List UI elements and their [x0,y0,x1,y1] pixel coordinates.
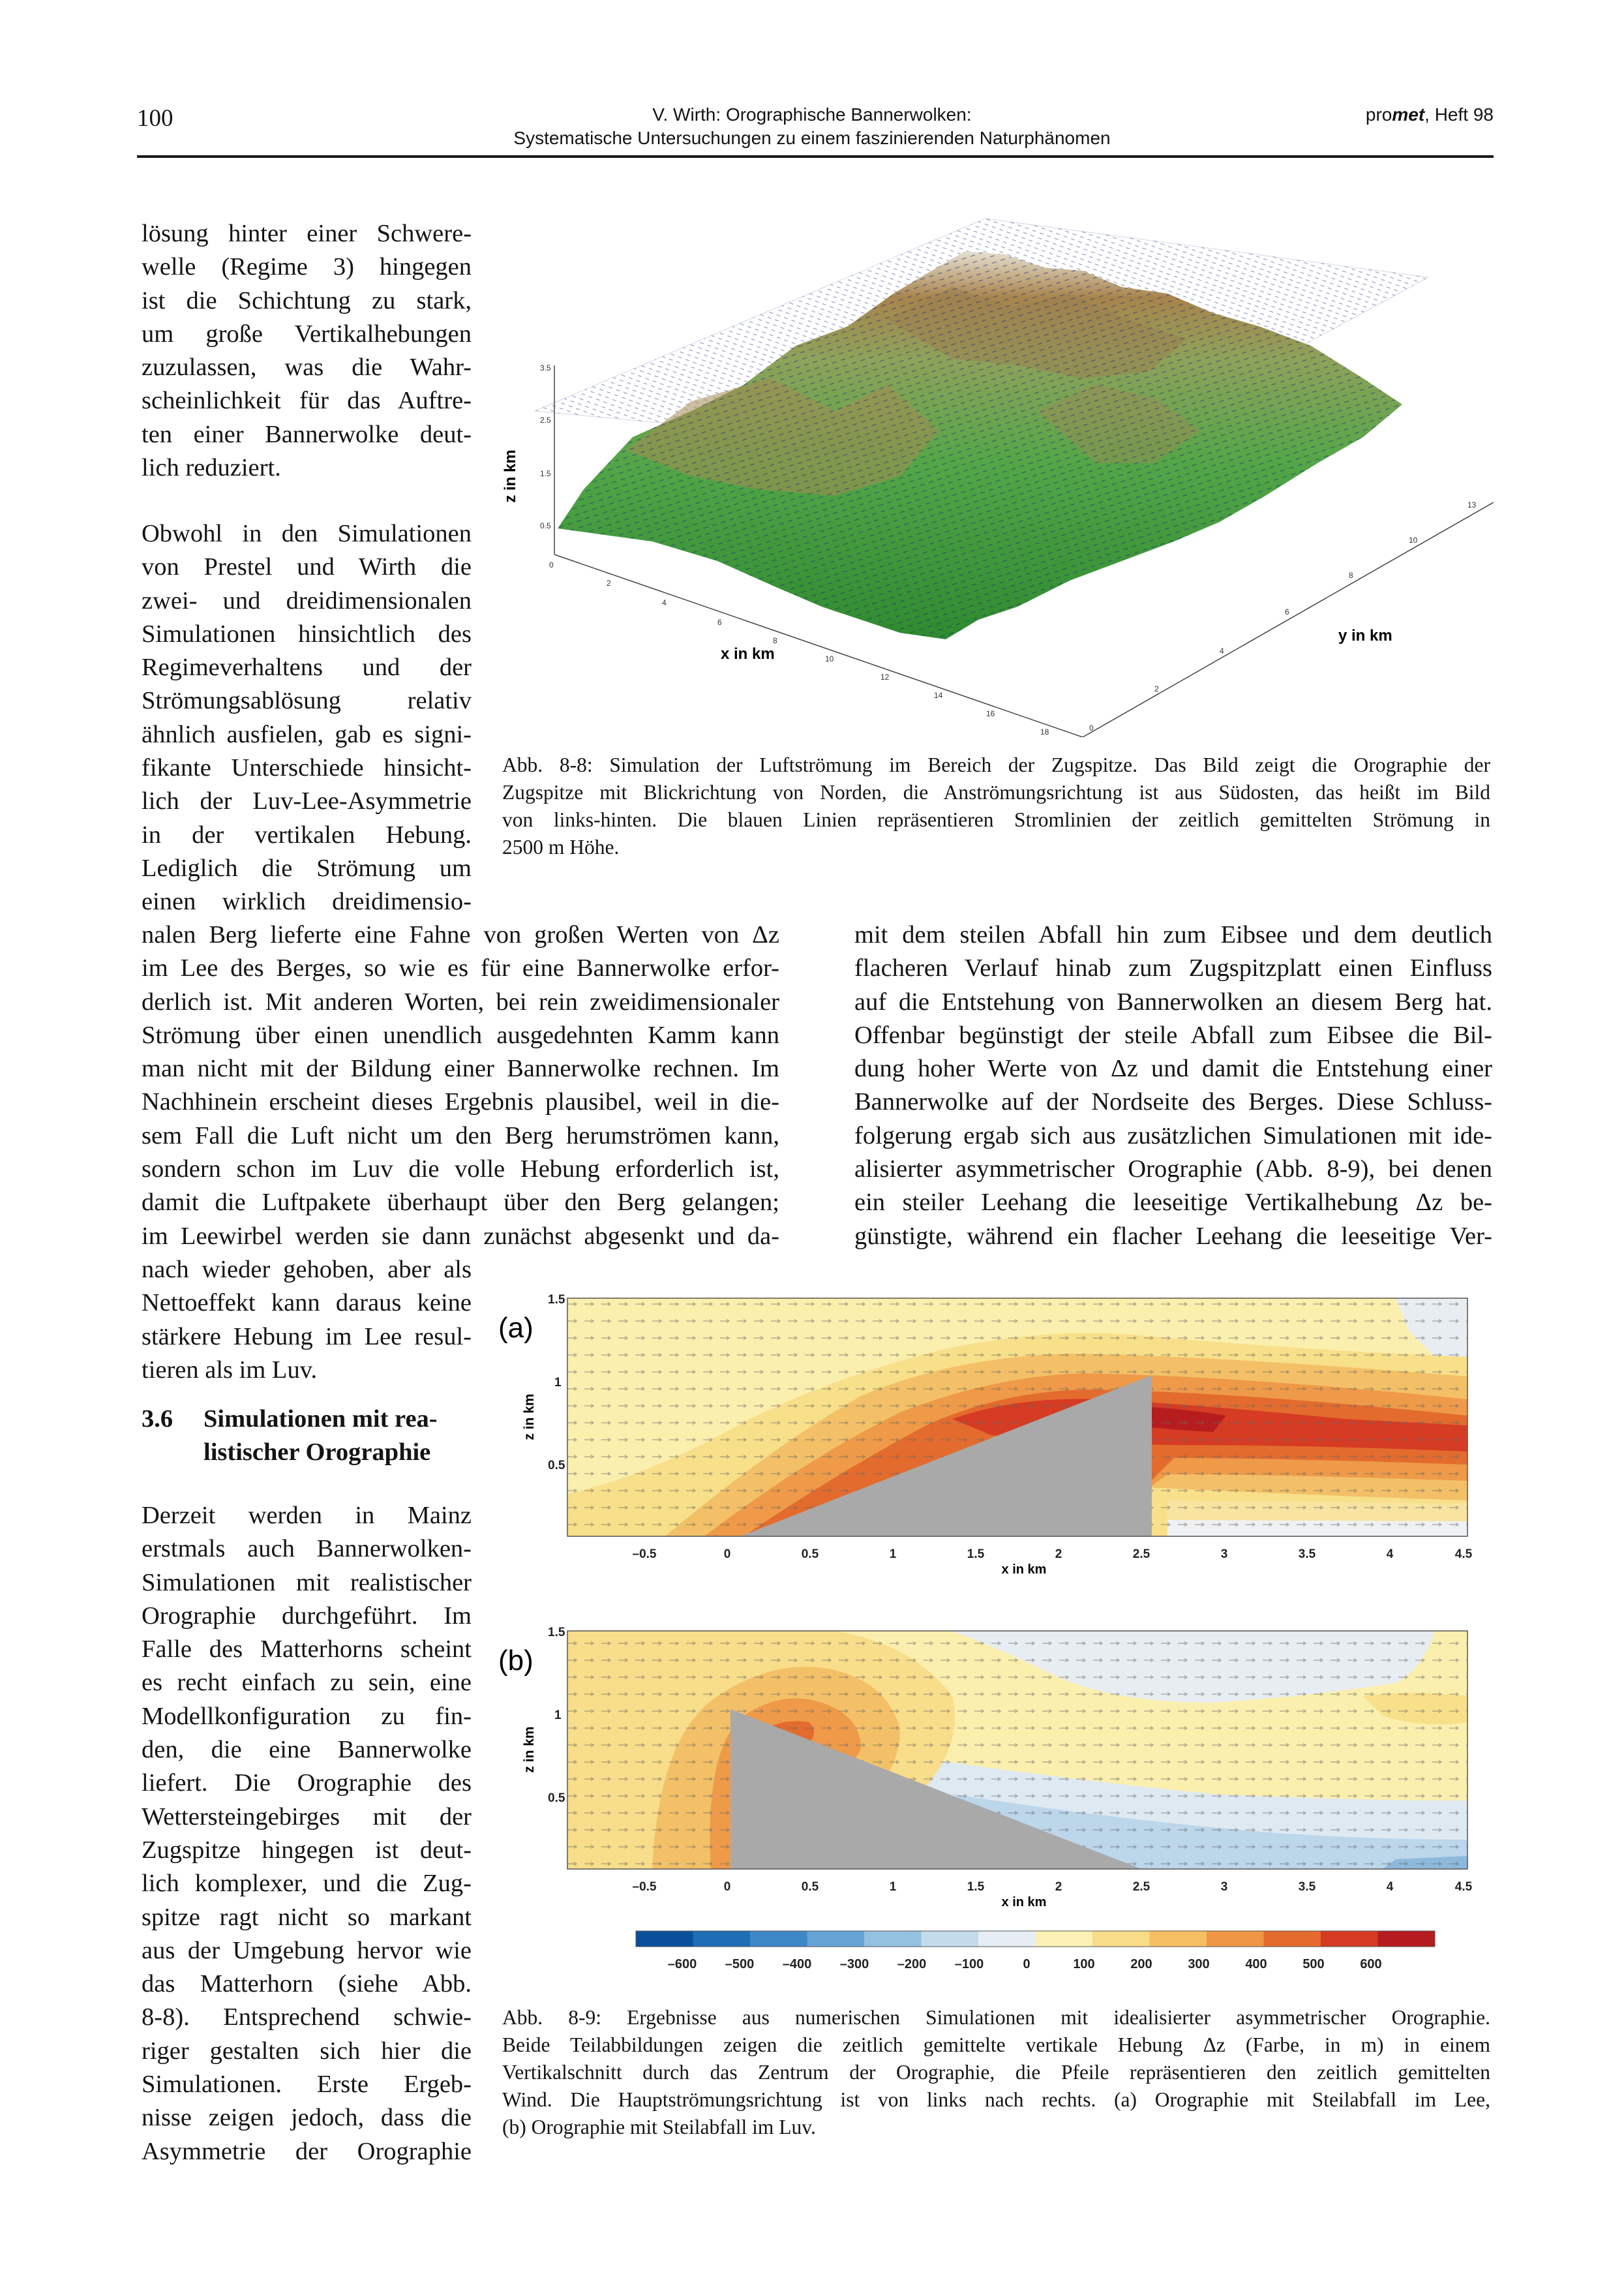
colorbar-segment [1207,1931,1264,1947]
x-tick-label: 1 [889,1880,897,1894]
x-tick-label: 0 [723,1547,731,1561]
y-tick-label: 0.5 [548,1459,565,1472]
caption-line: (b) Orographie mit Steilabfall im Luv. [502,2116,816,2138]
text-line: Regimeverhaltens und der [142,654,472,682]
text-line: den, die eine Bannerwolke [142,1736,472,1764]
colorbar-tick-label: 500 [1302,1957,1325,1971]
colorbar-tick-label: –600 [667,1957,697,1971]
x-tick-label: 3 [1220,1880,1228,1894]
text-line: welle (Regime 3) hingegen [142,253,472,281]
colorbar-segment [636,1931,693,1947]
x-tick-label: 0.5 [801,1880,819,1894]
journal-name-em: met [1392,104,1425,125]
text-line: folgerung ergab sich aus zusätzlichen Simulationen mit ide- [854,1121,1492,1149]
colorbar-segment [693,1931,751,1947]
text-line: Strömung über einen unendlich ausgedehnten Kamm kann [142,1021,779,1049]
caption-line: Abb. 8-8: Simulation der Luftströmung im Bereich der Zugspitze. Das Bild zeigt die Orographie der [502,753,1490,776]
text-line: stärkere Hebung im Lee resul- [142,1322,472,1350]
x-tick-label: 3.5 [1298,1880,1316,1894]
y-tick-label: 13 [1467,500,1477,509]
page-number: 100 [137,105,173,132]
y-tick-label: 2 [1154,684,1159,693]
x-tick-label: 4 [1386,1547,1394,1561]
x-tick-label: 4.5 [1454,1547,1473,1561]
panel-b-x-ticks [633,1880,1473,1894]
colorbar-tick-label: 200 [1130,1957,1152,1971]
left-paragraph-2-tail [142,1253,472,1387]
colorbar-segment [1378,1931,1436,1947]
x-tick-label: 18 [1040,727,1049,737]
text-line: flacheren Verlauf hinab zum Zugspitzplatt einen Einfluss [854,954,1492,982]
y-tick-label: 1.5 [548,1626,565,1639]
x-tick-label: 2 [1055,1880,1062,1894]
text-line: ten einer Bannerwolke deut- [142,420,472,448]
running-title-line-2: Systematische Untersuchungen zu einem faszinierenden Naturphänomen [513,128,1111,148]
x-tick-label: 1 [889,1547,897,1561]
panel-a-x-ticks [633,1547,1473,1561]
z-axis-label: z in km [502,449,519,503]
text-line: Simulationen. Erste Ergeb- [142,2071,472,2099]
text-line: auf die Entstehung von Bannerwolken an diesem Berg hat. [854,988,1492,1016]
colorbar-segment [864,1931,922,1947]
text-line: scheinlichkeit für das Auftre- [142,387,472,415]
z-ticks [540,363,551,530]
running-title [365,103,1259,150]
colorbar-tick-label: –200 [897,1957,927,1971]
colorbar-segment [750,1931,807,1947]
text-line: Obwohl in den Simulationen [142,520,472,547]
text-line: tieren als im Luv. [142,1356,318,1384]
colorbar-tick-label: –500 [725,1957,755,1971]
z-tick-label: 0.5 [540,521,551,530]
z-tick-label: 3.5 [540,363,551,372]
x-tick-label: 4 [1386,1880,1394,1894]
colorbar-tick-label: –300 [839,1957,869,1971]
text-line: Nachhinein erscheint dieses Ergebnis plausibel, weil in die- [142,1088,779,1116]
colorbar-segment [1092,1931,1150,1947]
y-tick-label: 6 [1285,607,1289,616]
x-tick-label: 3 [1220,1547,1228,1561]
text-line: aus der Umgebung hervor wie [142,1936,472,1964]
colorbar-tick-label: 100 [1073,1957,1095,1971]
text-line: erstmals auch Bannerwolken- [142,1535,472,1563]
caption-line: 2500 m Höhe. [502,836,620,859]
x-tick-label: 12 [880,673,890,682]
text-line: Nettoeffekt kann daraus keine [142,1289,472,1317]
colorbar-segment [1036,1931,1093,1947]
x-tick-label: 0 [549,560,554,570]
text-line: ist die Schichtung zu stark, [142,286,472,314]
x-tick-label: 8 [773,636,777,645]
y-tick-label: 8 [1349,571,1353,580]
colorbar-tick-label: –100 [954,1957,984,1971]
y-tick-label: 4 [1220,646,1224,656]
figure-8-8-caption [502,752,1490,861]
panel-b-y-ticks [548,1626,565,1805]
y-tick-label: 1 [554,1376,562,1390]
caption-line: Abb. 8-9: Ergebnisse aus numerischen Simulationen mit idealisierter asymmetrischer Orographie. [502,2006,1490,2029]
text-line: Lediglich die Strömung um [142,854,472,882]
text-line: sem Fall die Luft nicht um den Berg herumströmen kann, [142,1121,779,1149]
colorbar-tick-label: 300 [1188,1957,1210,1971]
z-tick-label: 1.5 [540,469,551,478]
colorbar-ticks [668,1957,1382,1971]
panel-a-y-ticks [548,1293,565,1472]
y-tick-label: 1 [554,1709,562,1722]
text-line: dung hoher Werte von Δz und damit die Entstehung einer [854,1055,1492,1083]
y-axis-label: y in km [1338,627,1392,645]
figure-8-9 [496,1279,1500,1983]
text-line: ähnlich ausfielen, gab es signi- [142,720,472,748]
text-line: Derzeit werden in Mainz [142,1502,472,1529]
text-line: Falle des Matterhorns scheint [142,1635,472,1664]
x-tick-label: 4 [662,598,667,607]
text-line: lich reduziert. [142,454,281,482]
x-tick-label: 1.5 [967,1880,985,1894]
figure-8-8-terrain [496,215,1500,737]
text-line: Simulationen hinsichtlich des [142,620,472,648]
text-line: günstigte, während ein flacher Leehang die leeseitige Ver- [854,1222,1492,1250]
text-line: zwei- und dreidimensionalen [142,586,472,615]
text-line: Wettersteingebirges mit der [142,1802,472,1831]
text-line: lich der Luv-Lee-Asymmetrie [142,787,472,815]
colorbar [636,1931,1436,1947]
text-line: man nicht mit der Bildung einer Bannerwolke rechnen. Im [142,1055,779,1083]
x-tick-label: 2.5 [1132,1880,1150,1894]
text-line: von Prestel und Wirth die [142,553,472,581]
colorbar-tick-label: –400 [782,1957,812,1971]
section-number: 3.6 [142,1405,173,1433]
text-line: Orographie durchgeführt. Im [142,1602,472,1630]
text-line: um große Vertikalhebungen [142,320,472,348]
section-title-line-2: listischer Orographie [203,1438,431,1466]
left-paragraph-1 [142,217,472,485]
colorbar-tick-label: 0 [1023,1957,1030,1971]
y-tick-label: 0.5 [548,1791,565,1805]
text-line: sondern schon im Luv die volle Hebung erforderlich ist, [142,1155,779,1183]
y-tick-label: 10 [1409,536,1418,545]
right-column-paragraph [854,919,1492,1253]
text-line: zuzulassen, was die Wahr- [142,354,472,382]
x-tick-label: 4.5 [1454,1880,1473,1894]
text-line: riger gestalten sich hier die [142,2037,472,2065]
left-paragraph-3 [142,1499,472,2168]
x-tick-label: 6 [717,618,722,627]
text-line: nach wieder gehoben, aber als [142,1256,472,1283]
text-line: mit dem steilen Abfall hin zum Eibsee und dem deutlich [854,921,1492,949]
panel-b [567,1631,1467,1869]
text-line: spitze ragt nicht so markant [142,1903,472,1931]
x-tick-label: 2 [607,579,611,588]
x-tick-label: 14 [934,691,943,700]
z-tick-label: 2.5 [540,416,551,425]
caption-line: Beide Teilabbildungen zeigen die zeitlich gemittelte vertikale Hebung Δz (Farbe, in m) in einem [502,2033,1490,2056]
colorbar-segment [922,1931,979,1947]
journal-issue-text: , Heft 98 [1424,104,1494,125]
text-line: lösung hinter einer Schwere- [142,220,472,247]
x-tick-label: 10 [825,654,834,663]
y-tick-label: 0 [1089,723,1094,733]
x-tick-label: 3.5 [1298,1547,1316,1561]
panel-a-label: (a) [498,1312,534,1344]
panel-b-z-label: z in km [522,1726,537,1773]
colorbar-segment [1150,1931,1207,1947]
colorbar-segment [1264,1931,1321,1947]
left-paragraph-2-wide [142,919,779,1253]
x-axis-label: x in km [721,645,775,663]
running-title-line-1: V. Wirth: Orographische Bannerwolken: [652,104,972,125]
text-line: es recht einfach zu sein, eine [142,1669,472,1697]
panel-b-label: (b) [498,1645,534,1677]
x-tick-label: –0.5 [632,1547,657,1561]
x-tick-label: 0 [723,1880,731,1894]
text-line: liefert. Die Orographie des [142,1769,472,1797]
text-line: in der vertikalen Hebung. [142,821,472,849]
caption-line: Wind. Die Hauptströmungsrichtung ist von links nach rechts. (a) Orographie mit Steilabfall im Lee, [502,2088,1490,2111]
x-tick-label: 2.5 [1132,1547,1150,1561]
caption-line: Zugspitze mit Blickrichtung von Norden, die Anströmungsrichtung ist aus Südosten, das heißt im Bild [502,781,1490,804]
section-heading [142,1403,481,1469]
text-line: Simulationen mit realistischer [142,1568,472,1596]
panel-a-x-label: x in km [1001,1562,1047,1577]
panel-a [567,1298,1467,1536]
text-line: im Leewirbel werden sie dann zunächst abgesenkt und da- [142,1222,779,1250]
x-tick-label: 0.5 [801,1547,819,1561]
text-line: Modellkonfiguration zu fin- [142,1702,472,1730]
text-line: Asymmetrie der Orographie [142,2137,472,2165]
text-line: das Matterhorn (siehe Abb. [142,1970,472,1998]
section-title-line-1: Simulationen mit rea- [203,1405,438,1433]
text-line: damit die Luftpakete überhaupt über den Berg gelangen; [142,1189,779,1217]
colorbar-segment [978,1931,1036,1947]
x-tick-label: 16 [986,709,995,718]
colorbar-segment [807,1931,865,1947]
header-rule [137,155,1494,158]
text-line: derlich ist. Mit anderen Worten, bei rein zweidimensionaler [142,988,779,1016]
text-line: 8-8). Entsprechend schwie- [142,2003,472,2031]
text-line: Bannerwolke auf der Nordseite des Berges. Diese Schluss- [854,1088,1492,1116]
text-line: im Lee des Berges, so wie es für eine Bannerwolke erfor- [142,954,779,982]
colorbar-segment [1321,1931,1378,1947]
y-tick-label: 1.5 [548,1293,565,1307]
x-tick-label: 2 [1055,1547,1062,1561]
text-line: einen wirklich dreidimensio- [142,888,472,916]
text-line: Zugspitze hingegen ist deut- [142,1836,472,1864]
text-line: lich komplexer, und die Zug- [142,1870,472,1898]
figure-8-9-caption [502,2004,1490,2141]
caption-line: von links-hinten. Die blauen Linien repräsentieren Stromlinien der zeitlich gemittelten Strömung in [502,808,1490,831]
x-tick-label: 1.5 [967,1547,985,1561]
text-line: Strömungsablösung relativ [142,687,472,715]
x-tick-label: –0.5 [632,1880,657,1894]
caption-line: Vertikalschnitt durch das Zentrum der Orographie, die Pfeile repräsentieren den zeitlich gemittelten [502,2061,1490,2084]
left-paragraph-2 [142,517,472,919]
text-line: Offenbar begünstigt der steile Abfall zum Eibsee die Bil- [854,1021,1492,1049]
journal-name-pre: pro [1365,104,1392,125]
panel-a-z-label: z in km [522,1393,537,1440]
colorbar-tick-label: 400 [1245,1957,1267,1971]
journal-issue [1366,104,1494,125]
colorbar-tick-label: 600 [1360,1957,1382,1971]
text-line: nalen Berg lieferte eine Fahne von großen Werten von Δz [142,921,779,949]
text-line: fikante Unterschiede hinsicht- [142,754,472,782]
text-line: alisierter asymmetrischer Orographie (Abb. 8-9), bei denen [854,1155,1492,1183]
panel-b-x-label: x in km [1001,1895,1047,1909]
text-line: nisse zeigen jedoch, dass die [142,2104,472,2132]
text-line: ein steiler Leehang die leeseitige Vertikalhebung Δz be- [854,1189,1492,1217]
